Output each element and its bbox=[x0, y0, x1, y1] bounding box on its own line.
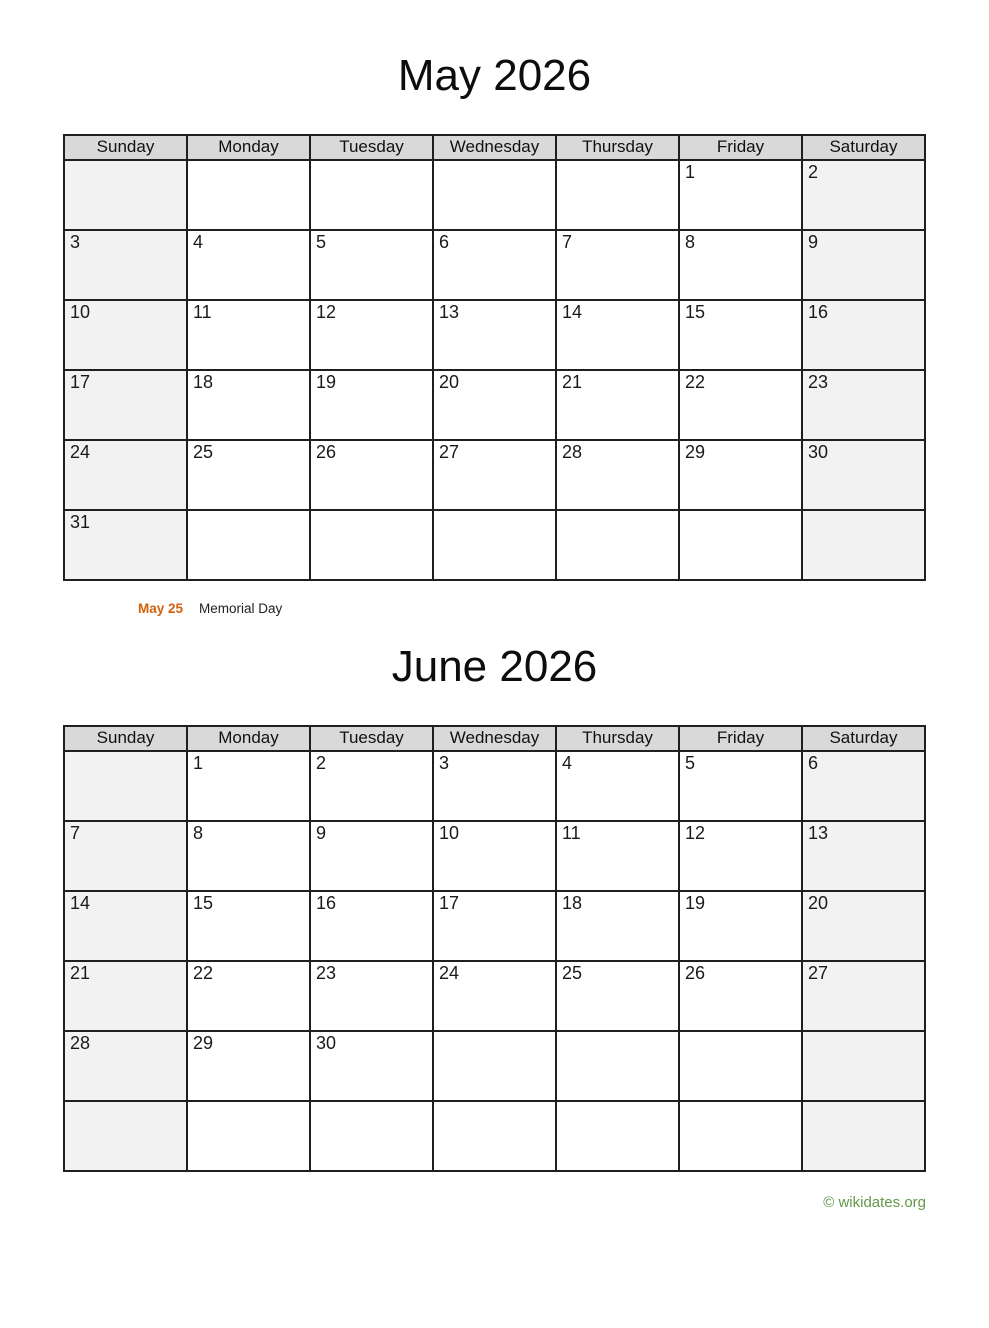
week-row bbox=[64, 300, 925, 370]
day-cell: 8 bbox=[679, 230, 802, 300]
day-cell bbox=[433, 510, 556, 580]
day-cell: 7 bbox=[556, 230, 679, 300]
week-row bbox=[64, 230, 925, 300]
day-cell: 17 bbox=[433, 891, 556, 961]
day-cell: 1 bbox=[679, 160, 802, 230]
weekday-header-row bbox=[64, 135, 925, 160]
week-row bbox=[64, 510, 925, 580]
month-title-may: May 2026 bbox=[397, 51, 592, 100]
day-cell: 5 bbox=[679, 751, 802, 821]
day-cell: 14 bbox=[556, 300, 679, 370]
day-cell: 14 bbox=[64, 891, 187, 961]
day-cell bbox=[433, 160, 556, 230]
holiday-note-label: Memorial Day bbox=[199, 601, 283, 616]
weekday-header-sunday: Sunday bbox=[64, 135, 187, 160]
weekday-header-wednesday: Wednesday bbox=[433, 135, 556, 160]
day-cell: 22 bbox=[679, 370, 802, 440]
weekday-header-tuesday: Tuesday bbox=[310, 135, 433, 160]
weekday-header-saturday: Saturday bbox=[802, 135, 925, 160]
day-cell: 4 bbox=[187, 230, 310, 300]
day-cell: 30 bbox=[310, 1031, 433, 1101]
day-cell bbox=[556, 160, 679, 230]
day-cell: 13 bbox=[433, 300, 556, 370]
day-cell: 16 bbox=[802, 300, 925, 370]
week-row bbox=[64, 1031, 925, 1101]
day-cell bbox=[64, 751, 187, 821]
day-cell: 19 bbox=[679, 891, 802, 961]
day-cell: 3 bbox=[433, 751, 556, 821]
day-cell: 11 bbox=[556, 821, 679, 891]
day-cell: 20 bbox=[802, 891, 925, 961]
day-cell bbox=[679, 1031, 802, 1101]
week-row bbox=[64, 891, 925, 961]
holiday-note bbox=[138, 600, 926, 617]
day-cell: 6 bbox=[433, 230, 556, 300]
weekday-header-thursday: Thursday bbox=[556, 726, 679, 751]
day-cell: 24 bbox=[433, 961, 556, 1031]
week-row bbox=[64, 370, 925, 440]
week-row bbox=[64, 440, 925, 510]
weekday-header-monday: Monday bbox=[187, 135, 310, 160]
month-title-june: June 2026 bbox=[391, 642, 598, 691]
weekday-header-thursday: Thursday bbox=[556, 135, 679, 160]
day-cell: 2 bbox=[310, 751, 433, 821]
day-cell bbox=[679, 1101, 802, 1171]
day-cell: 10 bbox=[64, 300, 187, 370]
day-cell bbox=[433, 1101, 556, 1171]
day-cell bbox=[187, 510, 310, 580]
day-cell bbox=[679, 510, 802, 580]
day-cell: 23 bbox=[802, 370, 925, 440]
day-cell: 30 bbox=[802, 440, 925, 510]
day-cell: 11 bbox=[187, 300, 310, 370]
day-cell: 29 bbox=[187, 1031, 310, 1101]
day-cell bbox=[556, 1031, 679, 1101]
day-cell: 9 bbox=[802, 230, 925, 300]
weekday-header-friday: Friday bbox=[679, 726, 802, 751]
day-cell: 18 bbox=[556, 891, 679, 961]
wikidates-link[interactable]: © wikidates.org bbox=[823, 1194, 926, 1211]
week-row bbox=[64, 821, 925, 891]
day-cell: 21 bbox=[64, 961, 187, 1031]
day-cell bbox=[64, 160, 187, 230]
weekday-header-friday: Friday bbox=[679, 135, 802, 160]
day-cell: 1 bbox=[187, 751, 310, 821]
day-cell: 27 bbox=[433, 440, 556, 510]
site-credit bbox=[63, 1194, 926, 1211]
calendar-page bbox=[0, 48, 989, 1211]
day-cell: 12 bbox=[679, 821, 802, 891]
day-cell: 15 bbox=[187, 891, 310, 961]
calendar-grid-may bbox=[63, 134, 926, 581]
day-cell: 15 bbox=[679, 300, 802, 370]
day-cell: 27 bbox=[802, 961, 925, 1031]
week-row bbox=[64, 160, 925, 230]
day-cell: 12 bbox=[310, 300, 433, 370]
day-cell bbox=[64, 1101, 187, 1171]
day-cell bbox=[187, 160, 310, 230]
day-cell: 28 bbox=[556, 440, 679, 510]
week-row bbox=[64, 751, 925, 821]
day-cell bbox=[802, 1031, 925, 1101]
day-cell: 13 bbox=[802, 821, 925, 891]
day-cell: 6 bbox=[802, 751, 925, 821]
day-cell: 5 bbox=[310, 230, 433, 300]
day-cell: 23 bbox=[310, 961, 433, 1031]
day-cell: 26 bbox=[310, 440, 433, 510]
day-cell bbox=[310, 160, 433, 230]
week-row bbox=[64, 1101, 925, 1171]
day-cell bbox=[556, 510, 679, 580]
day-cell bbox=[556, 1101, 679, 1171]
day-cell: 4 bbox=[556, 751, 679, 821]
day-cell: 28 bbox=[64, 1031, 187, 1101]
day-cell bbox=[433, 1031, 556, 1101]
day-cell: 21 bbox=[556, 370, 679, 440]
day-cell: 24 bbox=[64, 440, 187, 510]
weekday-header-monday: Monday bbox=[187, 726, 310, 751]
weekday-header-sunday: Sunday bbox=[64, 726, 187, 751]
day-cell: 25 bbox=[556, 961, 679, 1031]
day-cell: 20 bbox=[433, 370, 556, 440]
day-cell: 18 bbox=[187, 370, 310, 440]
day-cell bbox=[187, 1101, 310, 1171]
week-row bbox=[64, 961, 925, 1031]
day-cell bbox=[310, 510, 433, 580]
weekday-header-saturday: Saturday bbox=[802, 726, 925, 751]
day-cell: 29 bbox=[679, 440, 802, 510]
weekday-header-tuesday: Tuesday bbox=[310, 726, 433, 751]
day-cell: 9 bbox=[310, 821, 433, 891]
day-cell: 17 bbox=[64, 370, 187, 440]
day-cell-memorial-day: 25 bbox=[187, 440, 310, 510]
weekday-header-wednesday: Wednesday bbox=[433, 726, 556, 751]
calendar-grid-june bbox=[63, 725, 926, 1172]
holiday-note-date: May 25 bbox=[138, 601, 184, 616]
day-cell: 7 bbox=[64, 821, 187, 891]
day-cell: 19 bbox=[310, 370, 433, 440]
day-cell: 22 bbox=[187, 961, 310, 1031]
day-cell: 16 bbox=[310, 891, 433, 961]
day-cell: 8 bbox=[187, 821, 310, 891]
day-cell: 3 bbox=[64, 230, 187, 300]
day-cell: 10 bbox=[433, 821, 556, 891]
day-cell bbox=[802, 510, 925, 580]
day-cell bbox=[802, 1101, 925, 1171]
day-cell: 31 bbox=[64, 510, 187, 580]
day-cell bbox=[310, 1101, 433, 1171]
weekday-header-row bbox=[64, 726, 925, 751]
day-cell: 2 bbox=[802, 160, 925, 230]
day-cell: 26 bbox=[679, 961, 802, 1031]
